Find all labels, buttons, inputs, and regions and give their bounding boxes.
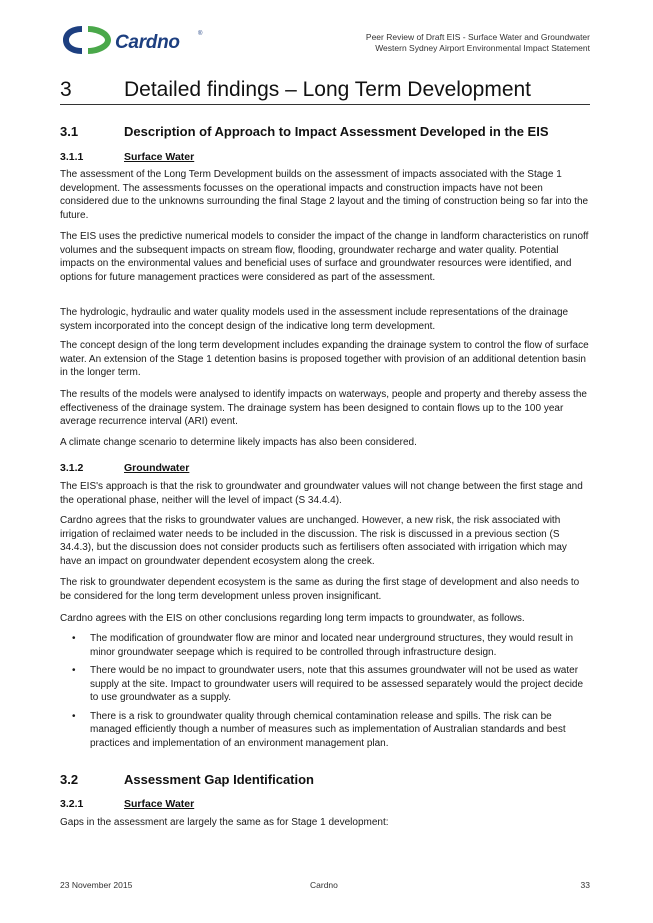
- paragraph: The risk to groundwater dependent ecosystem is the same as during the first stage of development and also needs to be considered for the long term development unless proven insignificant.: [60, 577, 580, 602]
- subsection-title: Surface Water: [124, 798, 195, 810]
- paragraph: A climate change scenario to determine likely impacts has also been considered.: [60, 437, 417, 448]
- section-title: Description of Approach to Impact Assessment Developed in the EIS: [124, 124, 549, 139]
- header-line-2: Western Sydney Airport Environmental Impact Statement: [375, 43, 590, 53]
- footer-brand: Cardno: [310, 880, 338, 890]
- section-number: 3.1: [60, 124, 79, 139]
- list-item: [60, 664, 590, 705]
- chapter-number: 3: [60, 78, 72, 101]
- list-item-text: There would be no impact to groundwater users, note that this assumes groundwater will not be used as water supply at the site. Impact to groundwater users will required to be assessed separately would the project decide to use groundwater as a supply.: [90, 665, 584, 703]
- paragraph: The concept design of the long term development includes expanding the drainage system to control the flow of surface water. An extension of the Stage 1 detention basins is proposed together with provision of an additional detention basin in the longer term.: [60, 340, 589, 378]
- cardno-logo: [60, 22, 210, 62]
- subsection-title: Surface Water: [124, 151, 195, 163]
- subsection-number: 3.1.2: [60, 462, 84, 474]
- header-document-title: [366, 32, 590, 54]
- paragraph: The hydrologic, hydraulic and water quality models used in the assessment include representations of the drainage system incorporated into the concept design of the indicative long term development.: [60, 307, 569, 332]
- chapter-heading: [60, 78, 590, 105]
- paragraph: The EIS uses the predictive numerical models to consider the impact of the change in landform characteristics on runoff volumes and the subsequent impacts on stream flow, flooding, groundwater recharge and water quality. Potential impacts on the environmental values and beneficial uses of surface and groundwater resources were identified, and options for future management practices were considered as part of the assessment.: [60, 231, 589, 283]
- list-item: [60, 632, 590, 659]
- footer-date: 23 November 2015: [60, 880, 133, 890]
- list-item-text: There is a risk to groundwater quality through chemical contamination release and spills. The risk can be managed efficiently though a number of measures such as implementation of Australian standards and best practices and implementation of an environment management plan.: [90, 710, 566, 749]
- paragraph: The EIS's approach is that the risk to groundwater and groundwater values will not change between the first stage and the operational phase, neither will the level of impact (S 34.4.4).: [60, 481, 583, 506]
- paragraph: Gaps in the assessment are largely the same as for Stage 1 development:: [60, 817, 389, 828]
- page-number: 33: [580, 880, 590, 890]
- bullet-glyph: •: [72, 633, 76, 644]
- subsection-number: 3.1.1: [60, 151, 84, 163]
- paragraph: The assessment of the Long Term Development builds on the assessment of impacts associated with the Stage 1 development. The assessments focusses on the operational impacts and construction impacts have not been considered due to the unknowns surrounding the final Stage 2 layout and the timing of construction being so far into the future.: [60, 169, 589, 221]
- paragraph: Cardno agrees that the risks to groundwater values are unchanged. However, a new risk, the risk associated with irrigation of reclaimed water needs to be included in the discussion. The risk is discussed in a previous section (S 34.4.3), but the discussion does not consider products such as fertilisers often associated with irrigation which may have an impact on groundwater dependent ecosystem along the creek.: [60, 515, 567, 567]
- chapter-title: Detailed findings – Long Term Development: [124, 78, 532, 101]
- subsection-title: Groundwater: [124, 462, 190, 474]
- cardno-swoosh-icon: [60, 22, 114, 58]
- bullet-glyph: •: [72, 665, 76, 676]
- header-line-1: Peer Review of Draft EIS - Surface Water and Groundwater: [365, 32, 590, 42]
- subsection-number: 3.2.1: [60, 798, 84, 810]
- paragraph: The results of the models were analysed to identify impacts on waterways, people and property and thereby assess the effectiveness of the drainage system. The drainage system has been designed to contain flows up to the 100 year average recurrence interval (ARI) event.: [60, 389, 587, 427]
- logo-text: Cardno: [115, 32, 180, 53]
- page-header: [60, 18, 590, 68]
- list-item: [60, 710, 590, 751]
- list-item-text: The modification of groundwater flow are minor and located near underground structures, they would result in minor groundwater seepage which is required to be controlled through infrastructure design.: [90, 633, 574, 658]
- section-number: 3.2: [60, 772, 79, 787]
- section-title: Assessment Gap Identification: [124, 772, 314, 787]
- logo-trademark: ®: [198, 31, 203, 37]
- paragraph: Cardno agrees with the EIS on other conclusions regarding long term impacts to groundwater, as follows.: [60, 613, 525, 624]
- page-footer: [60, 880, 590, 892]
- bullet-glyph: •: [72, 710, 76, 722]
- bullet-list: [60, 632, 590, 755]
